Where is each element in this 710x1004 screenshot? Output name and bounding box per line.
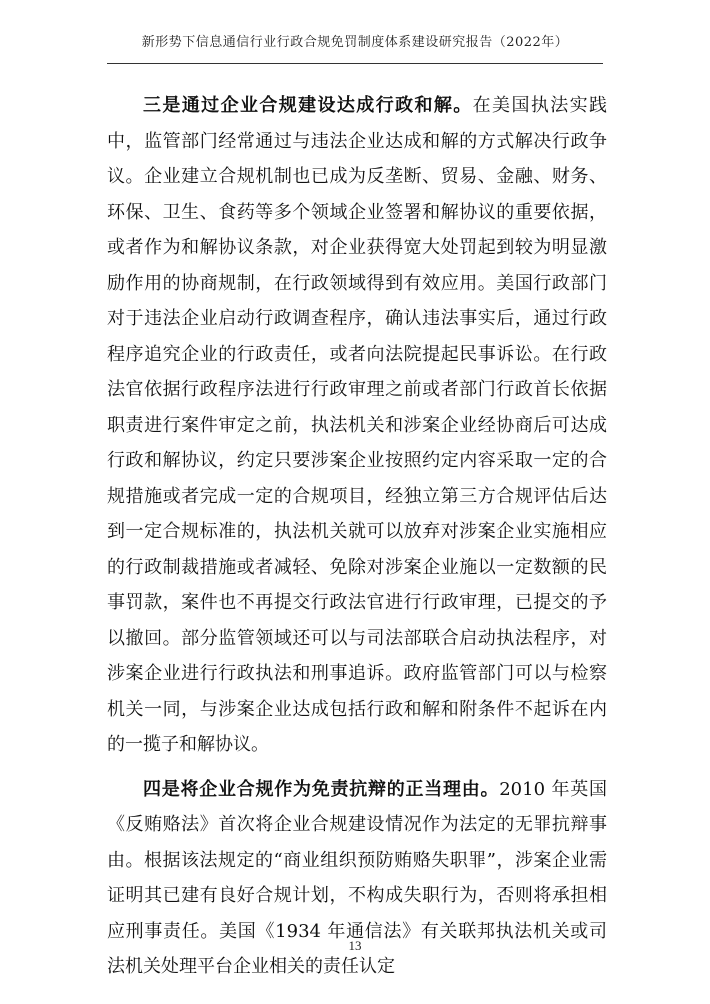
paragraph-text: 在美国执法实践中，监管部门经常通过与违法企业达成和解的方式解决行政争议。企业建立合规机制也已成为反垄断、贸易、金融、财务、环保、卫生、食药等多个领域企业签署和解协议的重要依据，或者作为和解协议条款，对企业获得宽大处罚起到较为明显激励作用的协商规制，在行政领域得到有效应用。美国行政部门对于违法企业启动行政调查程序，确认违法事实后，通过行政程序追究企业的行政责任，或者向法院提起民事诉讼。在行政法官依据行政程序法进行行政审理之前或者部门行政首长依据职责进行案件审定之前，执法机关和涉案企业经协商后可达成行政和解协议，约定只要涉案企业按照约定内容采取一定的合规措施或者完成一定的合规项目，经独立第三方合规评估后达到一定合规标准的，执法机关就可以放弃对涉案企业实施相应的行政制裁措施或者减轻、免除对涉案企业施以一定数额的民事罚款，案件也不再提交行政法官进行行政审理，已提交的予以撤回。部分监管领域还可以与司法部联合启动执法程序，对涉案企业进行行政执法和刑事追诉。政府监管部门可以与检察机关一同，与涉案企业达成包括行政和解和附条件不起诉在内的一揽子和解协议。 xyxy=(107,95,608,755)
paragraph-lead: 三是通过企业合规建设达成行政和解。 xyxy=(143,95,473,116)
paragraph-administrative-settlement xyxy=(107,88,607,763)
paragraph-text: 2010 年英国《反贿赂法》首次将企业合规建设情况作为法定的无罪抗辩事由。根据该法规定的“商业组织预防贿赂失职罪”，涉案企业需证明其已建有良好合规计划，不构成失职行为，否则将承担相应刑事责任。美国《1934 年通信法》有关联邦执法机关或司法机关处理平台企业相关的责任认定 xyxy=(107,778,608,977)
document-body xyxy=(107,88,607,985)
header-rule xyxy=(107,63,603,64)
page-number: 13 xyxy=(348,938,362,953)
running-header: 新形势下信息通信行业行政合规免罚制度体系建设研究报告（2022年） xyxy=(141,35,569,50)
paragraph-lead: 四是将企业合规作为免责抗辩的正当理由。 xyxy=(143,778,500,800)
